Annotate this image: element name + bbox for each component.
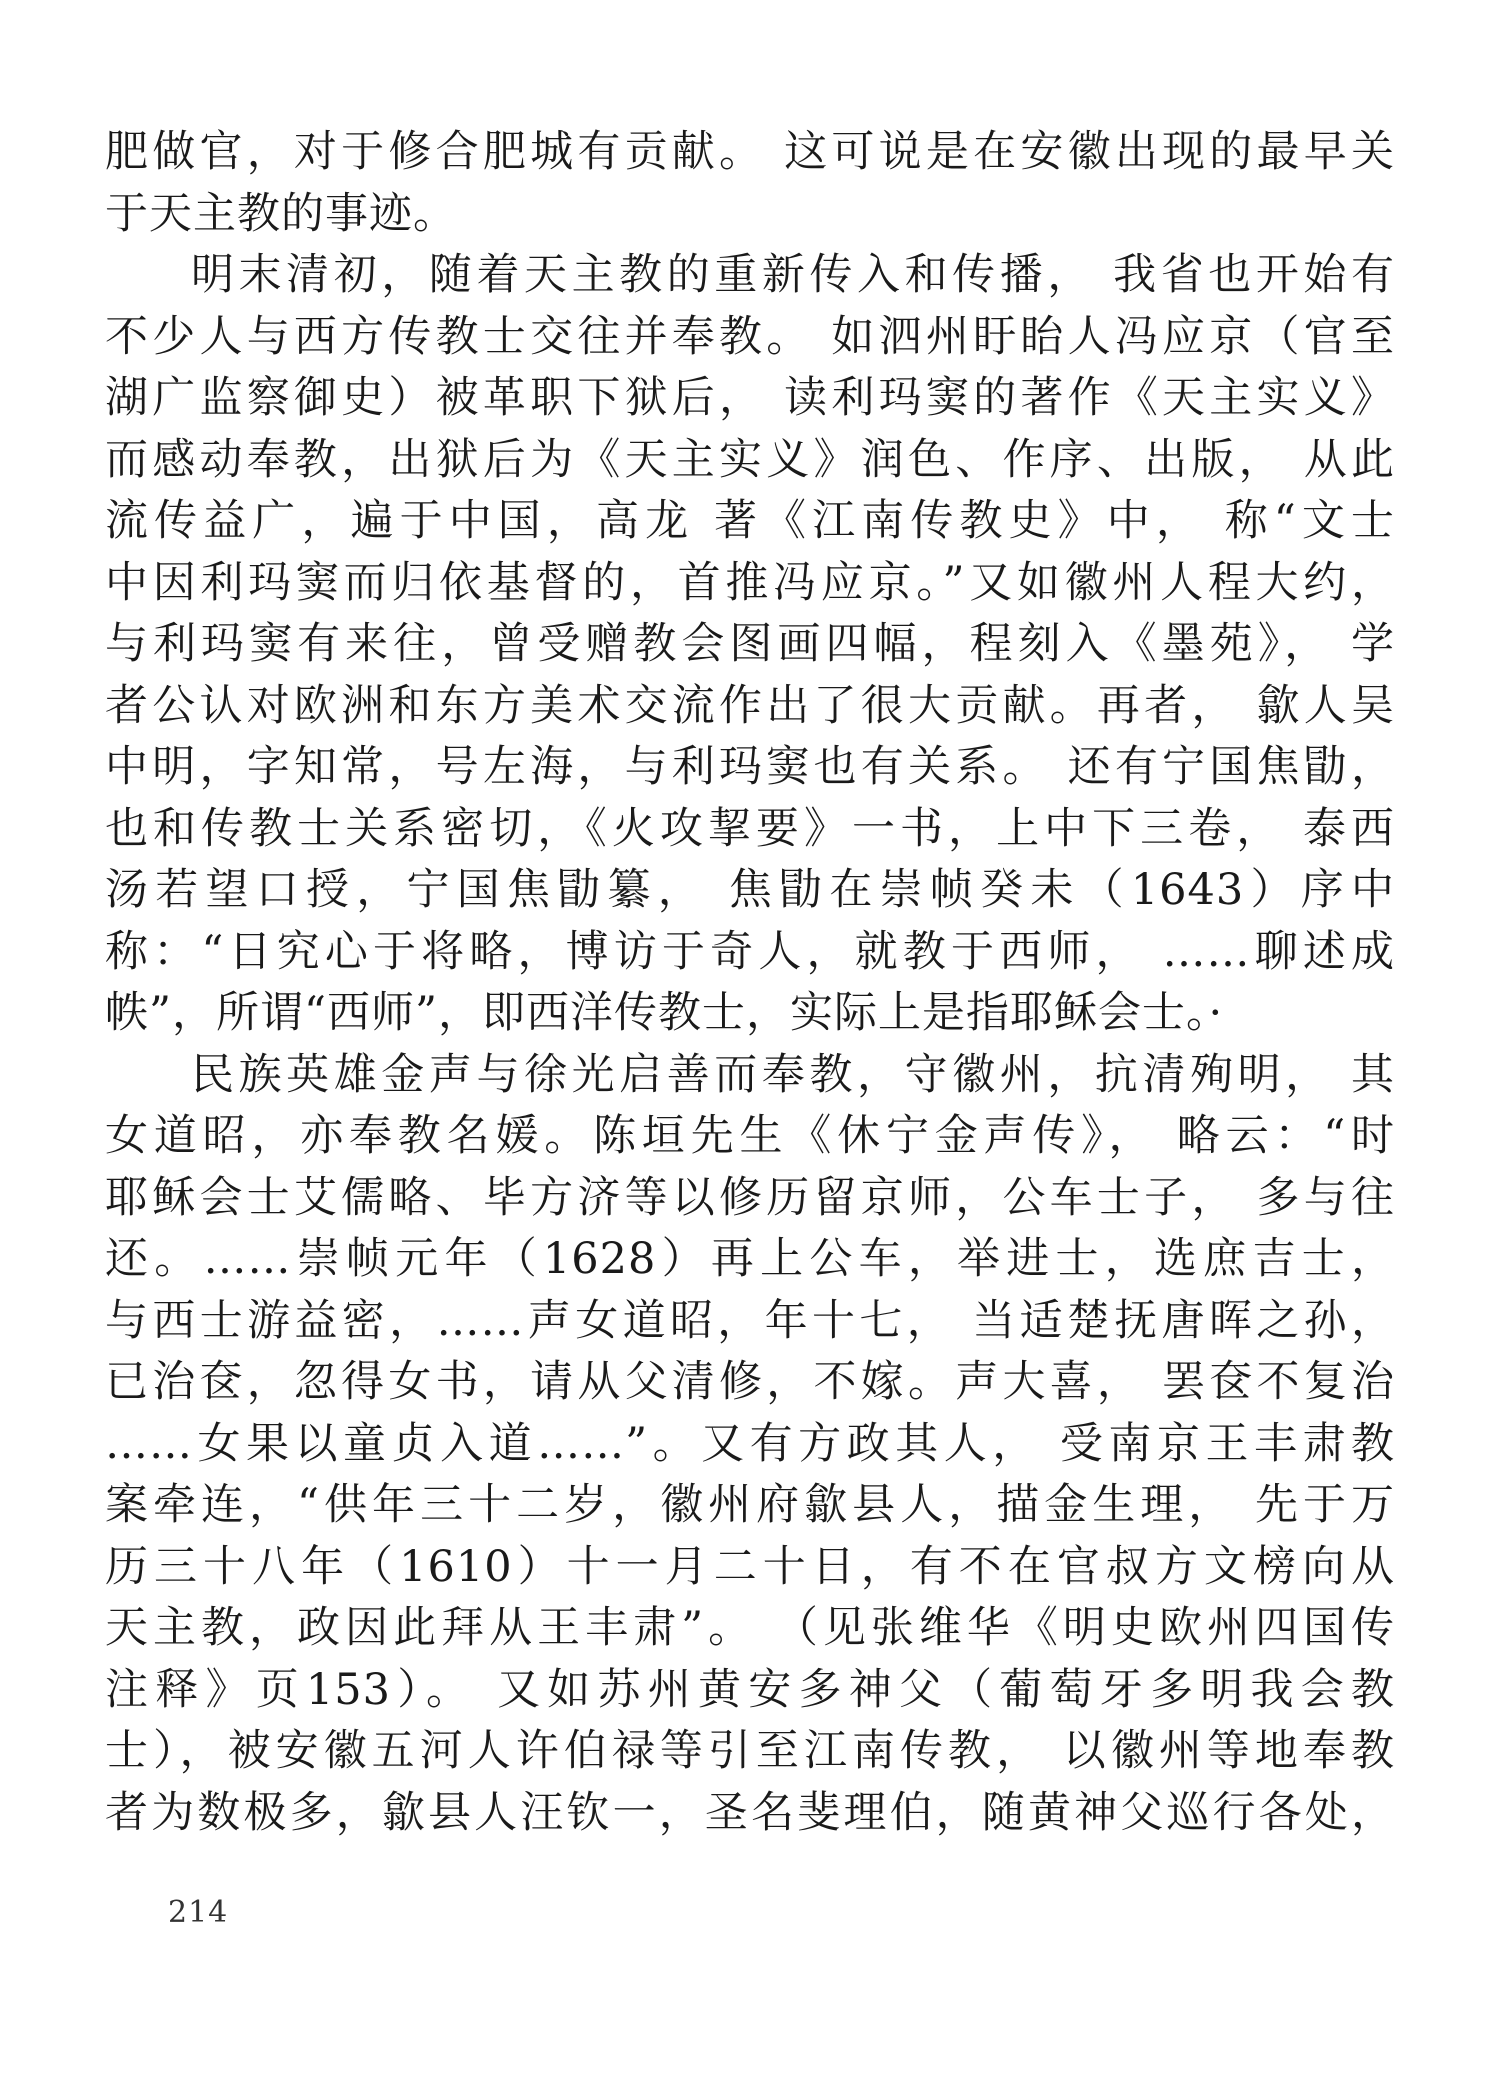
- text-line: 者为数极多，歙县人汪钦一，圣名斐理伯，随黄神父巡行各处，: [105, 1787, 1395, 1838]
- text-line: 天主教，政因此拜从王丰肃”。 （见张维华《明史欧州四国传: [105, 1603, 1395, 1653]
- text-line: 士），被安徽五河人许伯禄等引至江南传教， 以徽州等地奉教: [105, 1726, 1395, 1776]
- text-line: 耶稣会士艾儒略、毕方济等以修历留京师，公车士子， 多与往: [105, 1172, 1395, 1223]
- text-line: 者公认对欧洲和东方美术交流作出了很大贡献。再者， 歙人吴: [105, 680, 1395, 731]
- text-line: 中明，字知常，号左海，与利玛窦也有关系。 还有宁国焦勖，: [105, 742, 1395, 792]
- paragraph: [105, 122, 1395, 245]
- text-line: 流传益广，遍于中国，高龙 著《江南传教史》中， 称“文士: [105, 496, 1395, 546]
- text-line: 帙”，所谓“西师”，即西洋传教士，实际上是指耶稣会士。·: [105, 988, 1224, 1038]
- text-line: 案牵连，“供年三十二岁，徽州府歙县人，描金生理， 先于万: [105, 1480, 1395, 1530]
- text-line: 明末清初，随着天主教的重新传入和传播， 我省也开始有: [191, 250, 1395, 300]
- text-line: 于天主教的事迹。: [105, 188, 457, 239]
- text-line: 肥做官，对于修合肥城有贡献。 这可说是在安徽出现的最早关: [105, 127, 1395, 177]
- text-line: 历三十八年（1610）十一月二十日，有不在官叔方文榜向从: [105, 1541, 1395, 1592]
- text-line: ……女果以童贞入道……”。又有方政其人， 受南京王丰肃教: [105, 1418, 1395, 1469]
- text-line: 与西士游益密，……声女道昭，年十七， 当适楚抚唐晖之孙，: [105, 1295, 1395, 1346]
- text-line: 已治奁，忽得女书，请从父清修，不嫁。声大喜， 罢奁不复治: [105, 1357, 1395, 1407]
- body-text: [105, 122, 1395, 1844]
- text-line: 湖广监察御史）被革职下狱后， 读利玛窦的著作《天主实义》: [105, 373, 1395, 423]
- text-line: 汤若望口授，宁国焦勖纂， 焦勖在崇帧癸未（1643）序中: [105, 865, 1395, 915]
- text-line: 不少人与西方传教士交往并奉教。 如泗州盱眙人冯应京（官至: [105, 311, 1395, 362]
- page-number: 214: [168, 1895, 229, 1930]
- text-line: 注释》页153）。 又如苏州黄安多神父（葡萄牙多明我会教: [105, 1664, 1395, 1715]
- text-line: 与利玛窦有来往，曾受赠教会图画四幅，程刻入《墨苑》， 学: [105, 619, 1395, 669]
- text-line: 民族英雄金声与徐光启善而奉教，守徽州，抗清殉明， 其: [191, 1049, 1395, 1100]
- paragraph: [105, 1045, 1395, 1845]
- text-line: 女道昭，亦奉教名媛。陈垣先生《休宁金声传》， 略云：“时: [105, 1111, 1395, 1161]
- text-line: 而感动奉教，出狱后为《天主实义》润色、作序、出版， 从此: [105, 434, 1395, 485]
- text-line: 还。……崇帧元年（1628）再上公车，举进士，选庶吉士，: [105, 1234, 1395, 1284]
- paragraph: [105, 245, 1395, 1045]
- text-line: 也和传教士关系密切，《火攻挈要》一书，上中下三卷， 泰西: [105, 803, 1395, 854]
- text-line: 称：“日究心于将略，博访于奇人，就教于西师， ……聊述成: [105, 926, 1395, 977]
- text-line: 中因利玛窦而归依基督的，首推冯应京。”又如徽州人程大约，: [105, 557, 1395, 608]
